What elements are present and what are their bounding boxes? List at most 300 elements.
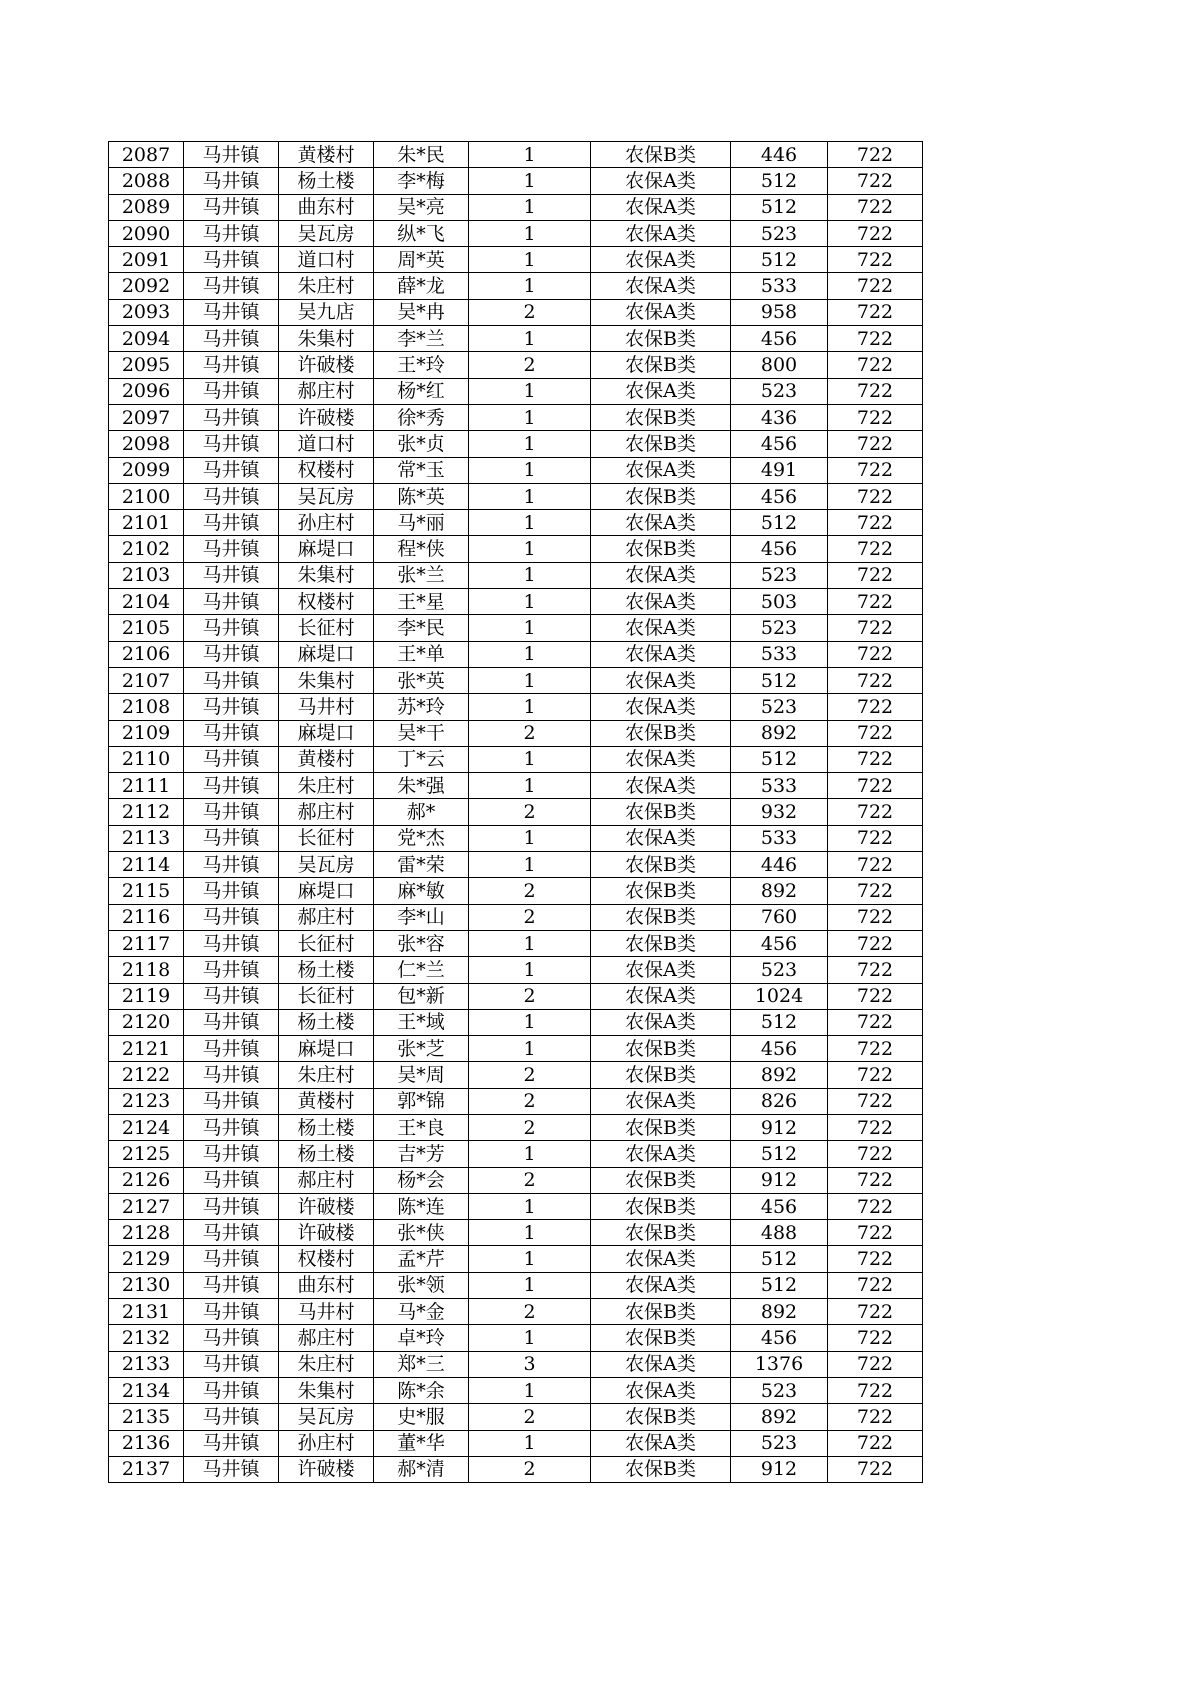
category-cell: 农保A类 bbox=[591, 667, 731, 693]
table-row bbox=[109, 510, 923, 536]
table-row bbox=[109, 773, 923, 799]
village-cell: 吴瓦房 bbox=[279, 483, 374, 509]
amount-cell: 456 bbox=[731, 326, 828, 352]
name-cell: 包*新 bbox=[374, 983, 469, 1009]
town-cell: 马井镇 bbox=[184, 220, 279, 246]
amount-cell: 456 bbox=[731, 930, 828, 956]
village-cell: 吴瓦房 bbox=[279, 220, 374, 246]
town-cell: 马井镇 bbox=[184, 273, 279, 299]
amount-cell: 826 bbox=[731, 1088, 828, 1114]
village-cell: 朱庄村 bbox=[279, 773, 374, 799]
code-cell: 722 bbox=[828, 1167, 923, 1193]
count-cell: 2 bbox=[469, 299, 591, 325]
name-cell: 丁*云 bbox=[374, 746, 469, 772]
village-cell: 朱集村 bbox=[279, 562, 374, 588]
name-cell: 张*贞 bbox=[374, 431, 469, 457]
village-cell: 杨土楼 bbox=[279, 1009, 374, 1035]
count-cell: 1 bbox=[469, 957, 591, 983]
town-cell: 马井镇 bbox=[184, 1220, 279, 1246]
count-cell: 1 bbox=[469, 773, 591, 799]
serial-cell: 2112 bbox=[109, 799, 184, 825]
serial-cell: 2114 bbox=[109, 852, 184, 878]
table-row bbox=[109, 1456, 923, 1482]
amount-cell: 912 bbox=[731, 1114, 828, 1140]
town-cell: 马井镇 bbox=[184, 1456, 279, 1482]
town-cell: 马井镇 bbox=[184, 352, 279, 378]
category-cell: 农保B类 bbox=[591, 930, 731, 956]
amount-cell: 523 bbox=[731, 1430, 828, 1456]
town-cell: 马井镇 bbox=[184, 1325, 279, 1351]
table-row bbox=[109, 142, 923, 168]
amount-cell: 456 bbox=[731, 1325, 828, 1351]
category-cell: 农保A类 bbox=[591, 983, 731, 1009]
code-cell: 722 bbox=[828, 1220, 923, 1246]
name-cell: 王*单 bbox=[374, 641, 469, 667]
village-cell: 许破楼 bbox=[279, 404, 374, 430]
serial-cell: 2121 bbox=[109, 1036, 184, 1062]
count-cell: 2 bbox=[469, 1456, 591, 1482]
category-cell: 农保A类 bbox=[591, 220, 731, 246]
name-cell: 雷*荣 bbox=[374, 852, 469, 878]
serial-cell: 2136 bbox=[109, 1430, 184, 1456]
serial-cell: 2137 bbox=[109, 1456, 184, 1482]
amount-cell: 456 bbox=[731, 1193, 828, 1219]
serial-cell: 2135 bbox=[109, 1404, 184, 1430]
table-row bbox=[109, 957, 923, 983]
category-cell: 农保A类 bbox=[591, 589, 731, 615]
code-cell: 722 bbox=[828, 852, 923, 878]
category-cell: 农保B类 bbox=[591, 878, 731, 904]
serial-cell: 2096 bbox=[109, 378, 184, 404]
village-cell: 权楼村 bbox=[279, 589, 374, 615]
table-row bbox=[109, 589, 923, 615]
name-cell: 陈*英 bbox=[374, 483, 469, 509]
category-cell: 农保B类 bbox=[591, 1325, 731, 1351]
village-cell: 麻堤口 bbox=[279, 878, 374, 904]
code-cell: 722 bbox=[828, 667, 923, 693]
category-cell: 农保B类 bbox=[591, 1220, 731, 1246]
amount-cell: 533 bbox=[731, 825, 828, 851]
code-cell: 722 bbox=[828, 799, 923, 825]
table-row bbox=[109, 562, 923, 588]
category-cell: 农保B类 bbox=[591, 326, 731, 352]
serial-cell: 2125 bbox=[109, 1141, 184, 1167]
table-row bbox=[109, 904, 923, 930]
table-row bbox=[109, 1009, 923, 1035]
town-cell: 马井镇 bbox=[184, 1167, 279, 1193]
code-cell: 722 bbox=[828, 1141, 923, 1167]
category-cell: 农保A类 bbox=[591, 194, 731, 220]
name-cell: 张*英 bbox=[374, 667, 469, 693]
serial-cell: 2128 bbox=[109, 1220, 184, 1246]
count-cell: 1 bbox=[469, 1220, 591, 1246]
serial-cell: 2103 bbox=[109, 562, 184, 588]
amount-cell: 533 bbox=[731, 641, 828, 667]
amount-cell: 1376 bbox=[731, 1351, 828, 1377]
category-cell: 农保B类 bbox=[591, 1404, 731, 1430]
code-cell: 722 bbox=[828, 1272, 923, 1298]
name-cell: 朱*强 bbox=[374, 773, 469, 799]
town-cell: 马井镇 bbox=[184, 1141, 279, 1167]
town-cell: 马井镇 bbox=[184, 194, 279, 220]
table-row bbox=[109, 404, 923, 430]
count-cell: 3 bbox=[469, 1351, 591, 1377]
serial-cell: 2131 bbox=[109, 1299, 184, 1325]
name-cell: 李*兰 bbox=[374, 326, 469, 352]
category-cell: 农保A类 bbox=[591, 694, 731, 720]
count-cell: 1 bbox=[469, 457, 591, 483]
amount-cell: 512 bbox=[731, 168, 828, 194]
amount-cell: 512 bbox=[731, 1009, 828, 1035]
serial-cell: 2109 bbox=[109, 720, 184, 746]
category-cell: 农保B类 bbox=[591, 1193, 731, 1219]
category-cell: 农保B类 bbox=[591, 1167, 731, 1193]
code-cell: 722 bbox=[828, 142, 923, 168]
category-cell: 农保B类 bbox=[591, 1456, 731, 1482]
amount-cell: 892 bbox=[731, 1299, 828, 1325]
count-cell: 2 bbox=[469, 352, 591, 378]
name-cell: 郭*锦 bbox=[374, 1088, 469, 1114]
table-row bbox=[109, 1246, 923, 1272]
table-row bbox=[109, 352, 923, 378]
table-row bbox=[109, 247, 923, 273]
code-cell: 722 bbox=[828, 168, 923, 194]
table-row bbox=[109, 641, 923, 667]
name-cell: 李*民 bbox=[374, 615, 469, 641]
code-cell: 722 bbox=[828, 510, 923, 536]
amount-cell: 512 bbox=[731, 667, 828, 693]
town-cell: 马井镇 bbox=[184, 404, 279, 430]
village-cell: 杨土楼 bbox=[279, 957, 374, 983]
category-cell: 农保A类 bbox=[591, 746, 731, 772]
amount-cell: 800 bbox=[731, 352, 828, 378]
village-cell: 黄楼村 bbox=[279, 1088, 374, 1114]
amount-cell: 523 bbox=[731, 378, 828, 404]
count-cell: 1 bbox=[469, 1141, 591, 1167]
village-cell: 郝庄村 bbox=[279, 1167, 374, 1193]
town-cell: 马井镇 bbox=[184, 1062, 279, 1088]
amount-cell: 523 bbox=[731, 957, 828, 983]
count-cell: 1 bbox=[469, 1430, 591, 1456]
count-cell: 1 bbox=[469, 562, 591, 588]
serial-cell: 2113 bbox=[109, 825, 184, 851]
village-cell: 权楼村 bbox=[279, 457, 374, 483]
serial-cell: 2122 bbox=[109, 1062, 184, 1088]
count-cell: 1 bbox=[469, 615, 591, 641]
table-row bbox=[109, 1036, 923, 1062]
town-cell: 马井镇 bbox=[184, 431, 279, 457]
name-cell: 郝* bbox=[374, 799, 469, 825]
category-cell: 农保A类 bbox=[591, 273, 731, 299]
village-cell: 孙庄村 bbox=[279, 1430, 374, 1456]
name-cell: 吴*冉 bbox=[374, 299, 469, 325]
town-cell: 马井镇 bbox=[184, 1430, 279, 1456]
count-cell: 2 bbox=[469, 983, 591, 1009]
table-row bbox=[109, 1299, 923, 1325]
town-cell: 马井镇 bbox=[184, 1377, 279, 1403]
code-cell: 722 bbox=[828, 825, 923, 851]
code-cell: 722 bbox=[828, 352, 923, 378]
name-cell: 纵*飞 bbox=[374, 220, 469, 246]
table-row bbox=[109, 168, 923, 194]
category-cell: 农保A类 bbox=[591, 1009, 731, 1035]
count-cell: 1 bbox=[469, 667, 591, 693]
table-row bbox=[109, 1141, 923, 1167]
table-row bbox=[109, 1114, 923, 1140]
town-cell: 马井镇 bbox=[184, 799, 279, 825]
count-cell: 1 bbox=[469, 1009, 591, 1035]
count-cell: 1 bbox=[469, 589, 591, 615]
category-cell: 农保A类 bbox=[591, 168, 731, 194]
serial-cell: 2091 bbox=[109, 247, 184, 273]
serial-cell: 2129 bbox=[109, 1246, 184, 1272]
serial-cell: 2105 bbox=[109, 615, 184, 641]
village-cell: 朱集村 bbox=[279, 1377, 374, 1403]
amount-cell: 488 bbox=[731, 1220, 828, 1246]
code-cell: 722 bbox=[828, 957, 923, 983]
amount-cell: 523 bbox=[731, 562, 828, 588]
name-cell: 麻*敏 bbox=[374, 878, 469, 904]
serial-cell: 2111 bbox=[109, 773, 184, 799]
count-cell: 2 bbox=[469, 799, 591, 825]
town-cell: 马井镇 bbox=[184, 1246, 279, 1272]
amount-cell: 456 bbox=[731, 431, 828, 457]
village-cell: 郝庄村 bbox=[279, 799, 374, 825]
category-cell: 农保A类 bbox=[591, 1430, 731, 1456]
town-cell: 马井镇 bbox=[184, 247, 279, 273]
amount-cell: 512 bbox=[731, 1272, 828, 1298]
town-cell: 马井镇 bbox=[184, 1088, 279, 1114]
village-cell: 吴九店 bbox=[279, 299, 374, 325]
count-cell: 1 bbox=[469, 1272, 591, 1298]
serial-cell: 2130 bbox=[109, 1272, 184, 1298]
serial-cell: 2090 bbox=[109, 220, 184, 246]
amount-cell: 446 bbox=[731, 852, 828, 878]
name-cell: 徐*秀 bbox=[374, 404, 469, 430]
name-cell: 王*玲 bbox=[374, 352, 469, 378]
village-cell: 麻堤口 bbox=[279, 720, 374, 746]
count-cell: 1 bbox=[469, 694, 591, 720]
village-cell: 朱集村 bbox=[279, 326, 374, 352]
name-cell: 张*容 bbox=[374, 930, 469, 956]
code-cell: 722 bbox=[828, 615, 923, 641]
count-cell: 1 bbox=[469, 641, 591, 667]
code-cell: 722 bbox=[828, 1088, 923, 1114]
code-cell: 722 bbox=[828, 1246, 923, 1272]
amount-cell: 892 bbox=[731, 1062, 828, 1088]
amount-cell: 533 bbox=[731, 273, 828, 299]
amount-cell: 958 bbox=[731, 299, 828, 325]
count-cell: 1 bbox=[469, 483, 591, 509]
code-cell: 722 bbox=[828, 904, 923, 930]
category-cell: 农保B类 bbox=[591, 720, 731, 746]
town-cell: 马井镇 bbox=[184, 378, 279, 404]
amount-cell: 436 bbox=[731, 404, 828, 430]
table-row bbox=[109, 1430, 923, 1456]
village-cell: 朱庄村 bbox=[279, 1062, 374, 1088]
amount-cell: 446 bbox=[731, 142, 828, 168]
code-cell: 722 bbox=[828, 641, 923, 667]
village-cell: 权楼村 bbox=[279, 1246, 374, 1272]
amount-cell: 912 bbox=[731, 1456, 828, 1482]
category-cell: 农保B类 bbox=[591, 404, 731, 430]
table-row bbox=[109, 1404, 923, 1430]
town-cell: 马井镇 bbox=[184, 825, 279, 851]
amount-cell: 491 bbox=[731, 457, 828, 483]
serial-cell: 2087 bbox=[109, 142, 184, 168]
category-cell: 农保A类 bbox=[591, 1246, 731, 1272]
table-row bbox=[109, 746, 923, 772]
town-cell: 马井镇 bbox=[184, 589, 279, 615]
name-cell: 李*山 bbox=[374, 904, 469, 930]
category-cell: 农保B类 bbox=[591, 1114, 731, 1140]
amount-cell: 512 bbox=[731, 1141, 828, 1167]
count-cell: 1 bbox=[469, 536, 591, 562]
village-cell: 孙庄村 bbox=[279, 510, 374, 536]
name-cell: 郑*三 bbox=[374, 1351, 469, 1377]
code-cell: 722 bbox=[828, 1036, 923, 1062]
village-cell: 朱庄村 bbox=[279, 1351, 374, 1377]
name-cell: 苏*玲 bbox=[374, 694, 469, 720]
serial-cell: 2095 bbox=[109, 352, 184, 378]
code-cell: 722 bbox=[828, 1062, 923, 1088]
village-cell: 麻堤口 bbox=[279, 1036, 374, 1062]
count-cell: 2 bbox=[469, 1088, 591, 1114]
serial-cell: 2124 bbox=[109, 1114, 184, 1140]
table-row bbox=[109, 457, 923, 483]
serial-cell: 2132 bbox=[109, 1325, 184, 1351]
amount-cell: 512 bbox=[731, 194, 828, 220]
count-cell: 1 bbox=[469, 930, 591, 956]
village-cell: 黄楼村 bbox=[279, 746, 374, 772]
code-cell: 722 bbox=[828, 247, 923, 273]
name-cell: 党*杰 bbox=[374, 825, 469, 851]
town-cell: 马井镇 bbox=[184, 1114, 279, 1140]
table-row bbox=[109, 1220, 923, 1246]
name-cell: 王*域 bbox=[374, 1009, 469, 1035]
category-cell: 农保A类 bbox=[591, 615, 731, 641]
count-cell: 2 bbox=[469, 878, 591, 904]
count-cell: 1 bbox=[469, 247, 591, 273]
table-row bbox=[109, 825, 923, 851]
count-cell: 1 bbox=[469, 273, 591, 299]
serial-cell: 2101 bbox=[109, 510, 184, 536]
code-cell: 722 bbox=[828, 1430, 923, 1456]
code-cell: 722 bbox=[828, 694, 923, 720]
code-cell: 722 bbox=[828, 1325, 923, 1351]
village-cell: 道口村 bbox=[279, 247, 374, 273]
village-cell: 许破楼 bbox=[279, 1456, 374, 1482]
village-cell: 麻堤口 bbox=[279, 536, 374, 562]
table-row bbox=[109, 483, 923, 509]
table-body bbox=[109, 142, 923, 1483]
code-cell: 722 bbox=[828, 562, 923, 588]
code-cell: 722 bbox=[828, 194, 923, 220]
count-cell: 1 bbox=[469, 1193, 591, 1219]
count-cell: 1 bbox=[469, 746, 591, 772]
table-row bbox=[109, 852, 923, 878]
name-cell: 马*丽 bbox=[374, 510, 469, 536]
serial-cell: 2117 bbox=[109, 930, 184, 956]
town-cell: 马井镇 bbox=[184, 326, 279, 352]
town-cell: 马井镇 bbox=[184, 483, 279, 509]
category-cell: 农保B类 bbox=[591, 352, 731, 378]
category-cell: 农保B类 bbox=[591, 1062, 731, 1088]
table-row bbox=[109, 1325, 923, 1351]
count-cell: 1 bbox=[469, 1377, 591, 1403]
count-cell: 1 bbox=[469, 1325, 591, 1351]
table-row bbox=[109, 1193, 923, 1219]
village-cell: 郝庄村 bbox=[279, 378, 374, 404]
town-cell: 马井镇 bbox=[184, 536, 279, 562]
amount-cell: 456 bbox=[731, 483, 828, 509]
table-row bbox=[109, 930, 923, 956]
town-cell: 马井镇 bbox=[184, 1272, 279, 1298]
name-cell: 张*侠 bbox=[374, 1220, 469, 1246]
category-cell: 农保A类 bbox=[591, 641, 731, 667]
serial-cell: 2119 bbox=[109, 983, 184, 1009]
amount-cell: 932 bbox=[731, 799, 828, 825]
category-cell: 农保A类 bbox=[591, 957, 731, 983]
village-cell: 吴瓦房 bbox=[279, 1404, 374, 1430]
village-cell: 杨土楼 bbox=[279, 1141, 374, 1167]
category-cell: 农保B类 bbox=[591, 431, 731, 457]
code-cell: 722 bbox=[828, 483, 923, 509]
count-cell: 1 bbox=[469, 1246, 591, 1272]
name-cell: 史*服 bbox=[374, 1404, 469, 1430]
name-cell: 周*英 bbox=[374, 247, 469, 273]
count-cell: 1 bbox=[469, 510, 591, 536]
town-cell: 马井镇 bbox=[184, 641, 279, 667]
count-cell: 1 bbox=[469, 852, 591, 878]
name-cell: 吴*周 bbox=[374, 1062, 469, 1088]
table-row bbox=[109, 1377, 923, 1403]
town-cell: 马井镇 bbox=[184, 615, 279, 641]
name-cell: 郝*清 bbox=[374, 1456, 469, 1482]
name-cell: 陈*连 bbox=[374, 1193, 469, 1219]
serial-cell: 2088 bbox=[109, 168, 184, 194]
code-cell: 722 bbox=[828, 720, 923, 746]
village-cell: 曲东村 bbox=[279, 194, 374, 220]
name-cell: 常*玉 bbox=[374, 457, 469, 483]
category-cell: 农保A类 bbox=[591, 1377, 731, 1403]
category-cell: 农保A类 bbox=[591, 1351, 731, 1377]
code-cell: 722 bbox=[828, 536, 923, 562]
name-cell: 李*梅 bbox=[374, 168, 469, 194]
code-cell: 722 bbox=[828, 404, 923, 430]
code-cell: 722 bbox=[828, 299, 923, 325]
town-cell: 马井镇 bbox=[184, 852, 279, 878]
category-cell: 农保A类 bbox=[591, 825, 731, 851]
town-cell: 马井镇 bbox=[184, 773, 279, 799]
count-cell: 1 bbox=[469, 194, 591, 220]
name-cell: 孟*芹 bbox=[374, 1246, 469, 1272]
code-cell: 722 bbox=[828, 878, 923, 904]
serial-cell: 2097 bbox=[109, 404, 184, 430]
amount-cell: 456 bbox=[731, 536, 828, 562]
code-cell: 722 bbox=[828, 273, 923, 299]
village-cell: 黄楼村 bbox=[279, 142, 374, 168]
code-cell: 722 bbox=[828, 326, 923, 352]
category-cell: 农保B类 bbox=[591, 1299, 731, 1325]
category-cell: 农保B类 bbox=[591, 483, 731, 509]
code-cell: 722 bbox=[828, 1404, 923, 1430]
table-row bbox=[109, 1351, 923, 1377]
table-row bbox=[109, 720, 923, 746]
name-cell: 程*侠 bbox=[374, 536, 469, 562]
count-cell: 2 bbox=[469, 904, 591, 930]
count-cell: 1 bbox=[469, 220, 591, 246]
